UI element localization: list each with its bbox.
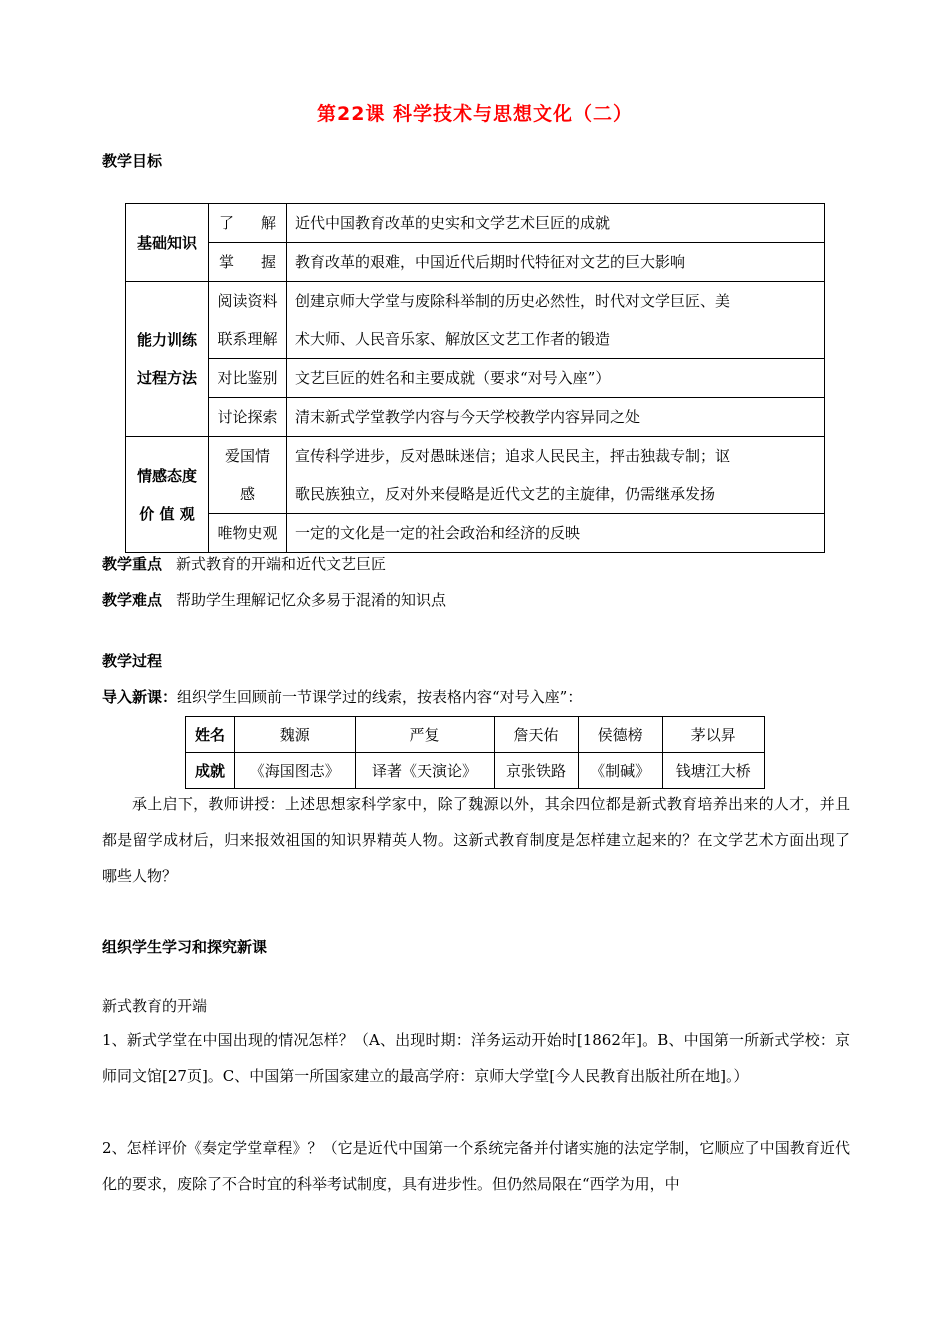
question-1: 1、新式学堂在中国出现的情况怎样？（A、出现时期：洋务运动开始时[1862年]。B、中国第一所新式学校：京师同文馆[27页]。C、中国第一所国家建立的最高学府：京师大学堂[今人民教育出版社所在地]。） xyxy=(102,1031,850,1085)
names-table xyxy=(185,716,765,789)
name-cell: 侯德榜 xyxy=(578,717,662,753)
key-point-line xyxy=(102,553,386,574)
sub-reading: 阅读资料 联系理解 xyxy=(209,282,287,359)
intro-line xyxy=(102,686,582,707)
process-heading: 教学过程 xyxy=(102,652,163,670)
work-cell: 《制碱》 xyxy=(578,753,662,789)
category-emotion-values: 情感态度 价 值 观 xyxy=(126,437,209,553)
objective-text: 文艺巨匠的姓名和主要成就（要求“对号入座”） xyxy=(287,359,825,398)
intro-label: 导入新课： xyxy=(102,688,178,706)
difficulty-text: 帮助学生理解记忆众多易于混淆的知识点 xyxy=(176,591,447,609)
name-cell: 魏源 xyxy=(235,717,356,753)
subsection-title: 新式教育的开端 xyxy=(102,997,208,1015)
objective-text: 创建京师大学堂与废除科举制的历史必然性，时代对文学巨匠、美 术大师、人民音乐家、解放区文艺工作者的锻造 xyxy=(287,282,825,359)
sub-understand: 了 解 xyxy=(209,204,287,243)
sub-patriotism: 爱国情 感 xyxy=(209,437,287,514)
name-cell: 詹天佑 xyxy=(494,717,578,753)
works-row-head: 成就 xyxy=(186,753,235,789)
page-title: 第22课 科学技术与思想文化（二） xyxy=(316,103,634,125)
section-heading: 组织学生学习和探究新课 xyxy=(102,938,268,956)
objective-text: 清末新式学堂教学内容与今天学校教学内容异同之处 xyxy=(287,398,825,437)
transition-paragraph: 承上启下，教师讲授：上述思想家科学家中，除了魏源以外，其余四位都是新式教育培养出来的人才，并且都是留学成材后，归来报效祖国的知识界精英人物。这新式教育制度是怎样建立起来的？在文学艺术方面出现了哪些人物？ xyxy=(102,795,850,885)
difficulty-label: 教学难点 xyxy=(102,591,163,609)
objectives-table xyxy=(125,203,825,553)
objectives-heading: 教学目标 xyxy=(102,152,163,170)
objective-text: 近代中国教育改革的史实和文学艺术巨匠的成就 xyxy=(287,204,825,243)
intro-text: 组织学生回顾前一节课学过的线索，按表格内容“对号入座”： xyxy=(177,688,583,706)
name-cell: 茅以昇 xyxy=(662,717,764,753)
sub-discuss: 讨论探索 xyxy=(209,398,287,437)
question-2: 2、怎样评价《奏定学堂章程》？（它是近代中国第一个系统完备并付诸实施的法定学制，它顺应了中国教育近代化的要求，废除了不合时宜的科举考试制度，具有进步性。但仍然局限在“西学为用，中 xyxy=(102,1139,850,1193)
objective-text: 一定的文化是一定的社会政治和经济的反映 xyxy=(287,514,825,553)
category-basic-knowledge: 基础知识 xyxy=(126,204,209,282)
key-point-label: 教学重点 xyxy=(102,555,163,573)
sub-master: 掌 握 xyxy=(209,243,287,282)
name-cell: 严复 xyxy=(355,717,494,753)
work-cell: 译著《天演论》 xyxy=(355,753,494,789)
work-cell: 钱塘江大桥 xyxy=(662,753,764,789)
objective-text: 教育改革的艰难，中国近代后期时代特征对文艺的巨大影响 xyxy=(287,243,825,282)
objective-text: 宣传科学进步，反对愚昧迷信；追求人民民主，抨击独裁专制；讴 歌民族独立，反对外来侵略是近代文艺的主旋律，仍需继承发扬 xyxy=(287,437,825,514)
difficulty-line xyxy=(102,589,446,610)
key-point-text: 新式教育的开端和近代文艺巨匠 xyxy=(176,555,387,573)
names-row-head: 姓名 xyxy=(186,717,235,753)
sub-materialism: 唯物史观 xyxy=(209,514,287,553)
category-ability-process: 能力训练 过程方法 xyxy=(126,282,209,437)
work-cell: 京张铁路 xyxy=(494,753,578,789)
sub-compare: 对比鉴别 xyxy=(209,359,287,398)
work-cell: 《海国图志》 xyxy=(235,753,356,789)
